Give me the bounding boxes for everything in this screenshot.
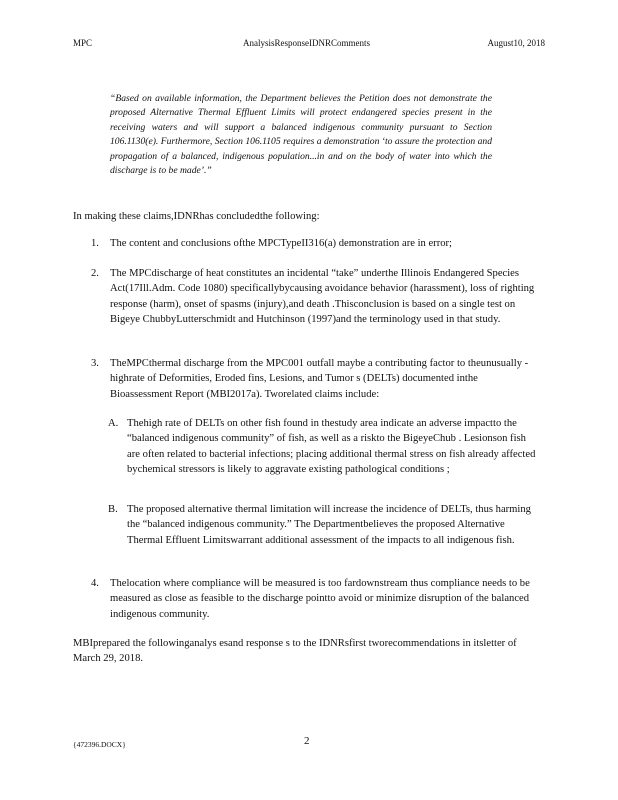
sub-list-item-letter: A. <box>108 418 119 429</box>
page-header <box>73 38 545 52</box>
sub-list-item-letter: B. <box>108 504 118 515</box>
header-left: MPC <box>73 38 93 48</box>
header-title: AnalysisResponseIDNRComments <box>243 38 370 48</box>
sub-list-item-text: The proposed alternative thermal limitation will increase the incidence of DELTs, thus harming the “balanced indigenous community.” The Departmentbelieves the proposed Alternative Thermal Effluent Limitswarrant additional assessment of the impacts to all indigenous fish. <box>127 504 531 546</box>
list-item-number: 4. <box>91 578 99 589</box>
list-item-text: TheMPCthermal discharge from the MPC001 outfall maybe a contributing factor to theunusually -highrate of Deformities, Eroded fins, Lesions, and Tumor s (DELTs) documented inthe Bioassessment Report (MBI2017a). Tworelated claims include: <box>110 358 529 400</box>
intro-paragraph: In making these claims,IDNRhas concludedthe following: <box>73 211 320 222</box>
closing-paragraph: MBIprepared the followinganalys esand response s to the IDNRsfirst tworecommendations in itsletter of March 29, 2018. <box>73 638 517 665</box>
footer-doc-id: {472396.DOCX} <box>73 740 126 749</box>
block-quote: “Based on available information, the Department believes the Petition does not demonstrate the proposed Alternative Thermal Effluent Limits will protect endangered species present in the receiving waters and will support a balanced indigenous community pursuant to Section 106.1130(e). Furthermore, Section 106.1105 requires a demonstration ‘to assure the protection and propagation of a balanced, indigenous population...in and on the body of water into which the discharge is to be made’.” <box>110 93 492 177</box>
sub-list-item-text: Thehigh rate of DELTs on other fish found in thestudy area indicate an adverse impactto the “balanced indigenous community” of fish, as well as a riskto the BigeyeChub . Lesionson fish are often related to bacterial infections; placing additional thermal stress on fish already affected bychemical stressors is likely to aggravate existing pathological conditions ; <box>127 418 536 475</box>
list-item-text: The MPCdischarge of heat constitutes an incidental “take” underthe Illinois Endangered Species Act(17Ill.Adm. Code 1080) specificallybycausing avoidance behavior (harassment), loss of righting response (harm), onset of spasms (injury),and death .Thisconclusion is based on a single test on Bigeye ChubbyLutterschmidt and Hutchinson (1997)and the terminology used in that study. <box>110 268 535 325</box>
page-number: 2 <box>304 735 310 747</box>
header-date: August10, 2018 <box>487 38 545 48</box>
list-item-number: 1. <box>91 238 99 249</box>
list-item-text: The content and conclusions ofthe MPCTypeII316(a) demonstration are in error; <box>110 238 452 249</box>
list-item-text: Thelocation where compliance will be measured is too fardownstream thus compliance needs to be measured as close as feasible to the discharge pointto avoid or minimize disruption of the balanced indigenous community. <box>110 578 530 620</box>
list-item-number: 2. <box>91 268 99 279</box>
list-item-number: 3. <box>91 358 99 369</box>
